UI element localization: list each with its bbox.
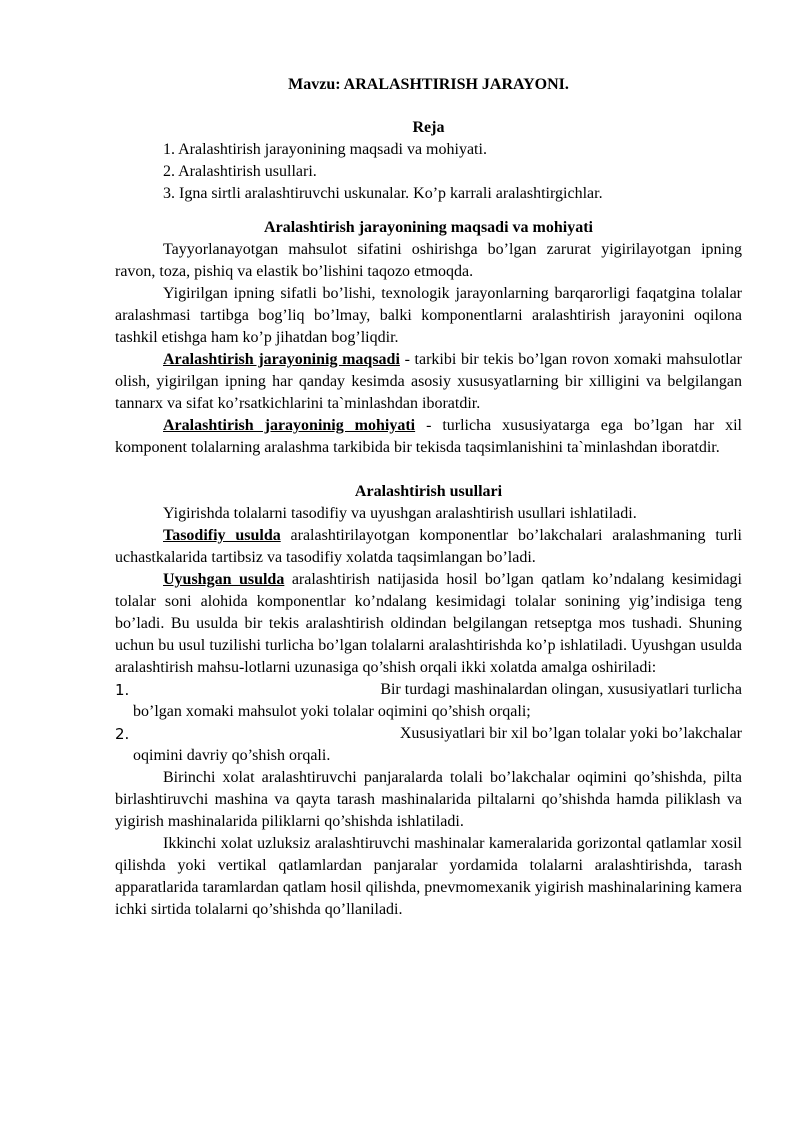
plan-list — [163, 139, 742, 205]
plan-item: 1. Aralashtirish jarayonining maqsadi va mohiyati. — [163, 141, 487, 158]
list-number: 2. — [115, 725, 130, 743]
term-maqsadi: Aralashtirish jarayoninig maqsadi — [163, 351, 400, 368]
numbered-list-item — [115, 679, 742, 723]
section1-paragraph: Tayyorlanayotgan mahsulot sifatini oshirishga bo’lgan zarurat yigirilayotgan ipning ravon, toza, pishiq va elastik bo’lishini taqozo etmoqda. — [115, 241, 742, 280]
section2-paragraph — [115, 525, 742, 569]
term-mohiyati: Aralashtirish jarayoninig mohiyati — [163, 417, 416, 434]
section2-paragraph: Yigirishda tolalarni tasodifiy va uyushgan aralashtirish usullari ishlatiladi. — [163, 505, 637, 522]
definition-text: - turlicha xususiyatarga ega bo’lgan har xil komponent tolalarning aralashma tarkibida bir tekisda taqsimlanishini ta`minlashdan iboratdir. — [115, 417, 743, 456]
section2-paragraph — [115, 569, 742, 679]
section1-heading: Aralashtirish jarayonining maqsadi va mohiyati — [264, 219, 593, 236]
section1-paragraph — [115, 415, 742, 459]
list-text: oqimini davriy qo’shish orqali. — [133, 747, 331, 764]
definition-text: aralashtirilayotgan komponentlar bo’lakchalari aralashmaning turli uchastkalarida tartibsiz va tasodifiy xolatda taqsimlangan bo’ladi. — [115, 527, 742, 566]
list-number: 1. — [115, 681, 130, 699]
list-text: bo’lgan xomaki mahsulot yoki tolalar oqimini qo’shish orqali; — [133, 703, 531, 720]
section1-paragraph: Yigirilgan ipning sifatli bo’lishi, texnologik jarayonlarning barqarorligi faqatgina tolalar aralashmasi tartibga bog’liq bo’lmay, balki komponentlarni aralashtirish jarayonini oqilona tashkil etishga ham ko’p jihatdan bog’liqdir. — [115, 285, 742, 346]
numbered-list-item — [115, 723, 742, 767]
document-page — [115, 73, 742, 921]
section2-heading: Aralashtirish usullari — [354, 483, 503, 500]
plan-item: 2. Aralashtirish usullari. — [163, 163, 317, 180]
list-text: Bir turdagi mashinalardan olingan, xususiyatlari turlicha — [380, 681, 742, 698]
term-uyushgan: Uyushgan usulda — [163, 571, 285, 588]
definition-text: - tarkibi bir tekis bo’lgan rovon xomaki mahsulotlar olish, yigirilgan ipning har qanday kesimda asosiy xususyatlarning bir xilligini va belgilangan tannarx va sifat ko’rsatkichlarini ta`minlashdan iboratdir. — [115, 351, 742, 412]
list-text: Xususiyatlari bir xil bo’lgan tolalar yoki bo’lakchalar — [399, 725, 742, 742]
section1-paragraph — [115, 349, 742, 415]
section2-paragraph: Ikkinchi xolat uzluksiz aralashtiruvchi mashinalar kameralarida gorizontal qatlamlar xosil qilishda yoki vertikal qatlamlardan panjaralar yordamida tolalarni aralashtirishda, tarash apparatlarida taramlardan qatlam hosil qilishda, pnevmomexanik yigirish mashinalarining kamera ichki sirtida tolalarni qo’shishda qo’llaniladi. — [115, 835, 742, 918]
term-tasodifiy: Tasodifiy usulda — [163, 527, 281, 544]
definition-text: aralashtirish natijasida hosil bo’lgan qatlam ko’ndalang kesimidagi tolalar soni alohida komponentlar ko’ndalang kesimidagi tolalar sonining yig’indisiga teng bo’ladi. Bu usulda bir tekis aralashtirish oldindan belgilangan retseptga mos tushadi. Shuning uchun bu usul tuzilishi turlicha bo’lgan tolalarni aralashtirishda ko’p ishlatiladi. Uyushgan usulda aralashtirish mahsu-lotlarni uzunasiga qo’shish orqali ikki xolatda amalga oshiriladi: — [115, 571, 743, 676]
section2-paragraph: Birinchi xolat aralashtiruvchi panjaralarda tolali bo’lakchalar oqimini qo’shishda, pilta birlashtiruvchi mashina va qayta tarash mashinalarida piltalarni qo’shishda hamda piliklash va yigirish mashinalarida piliklarni qo’shishda ishlatiladi. — [115, 769, 742, 830]
plan-heading: Reja — [412, 119, 445, 136]
document-title: Mavzu: ARALASHTIRISH JARAYONI. — [288, 76, 569, 93]
plan-item: 3. Igna sirtli aralashtiruvchi uskunalar. Ko’p karrali aralashtirgichlar. — [163, 185, 603, 202]
